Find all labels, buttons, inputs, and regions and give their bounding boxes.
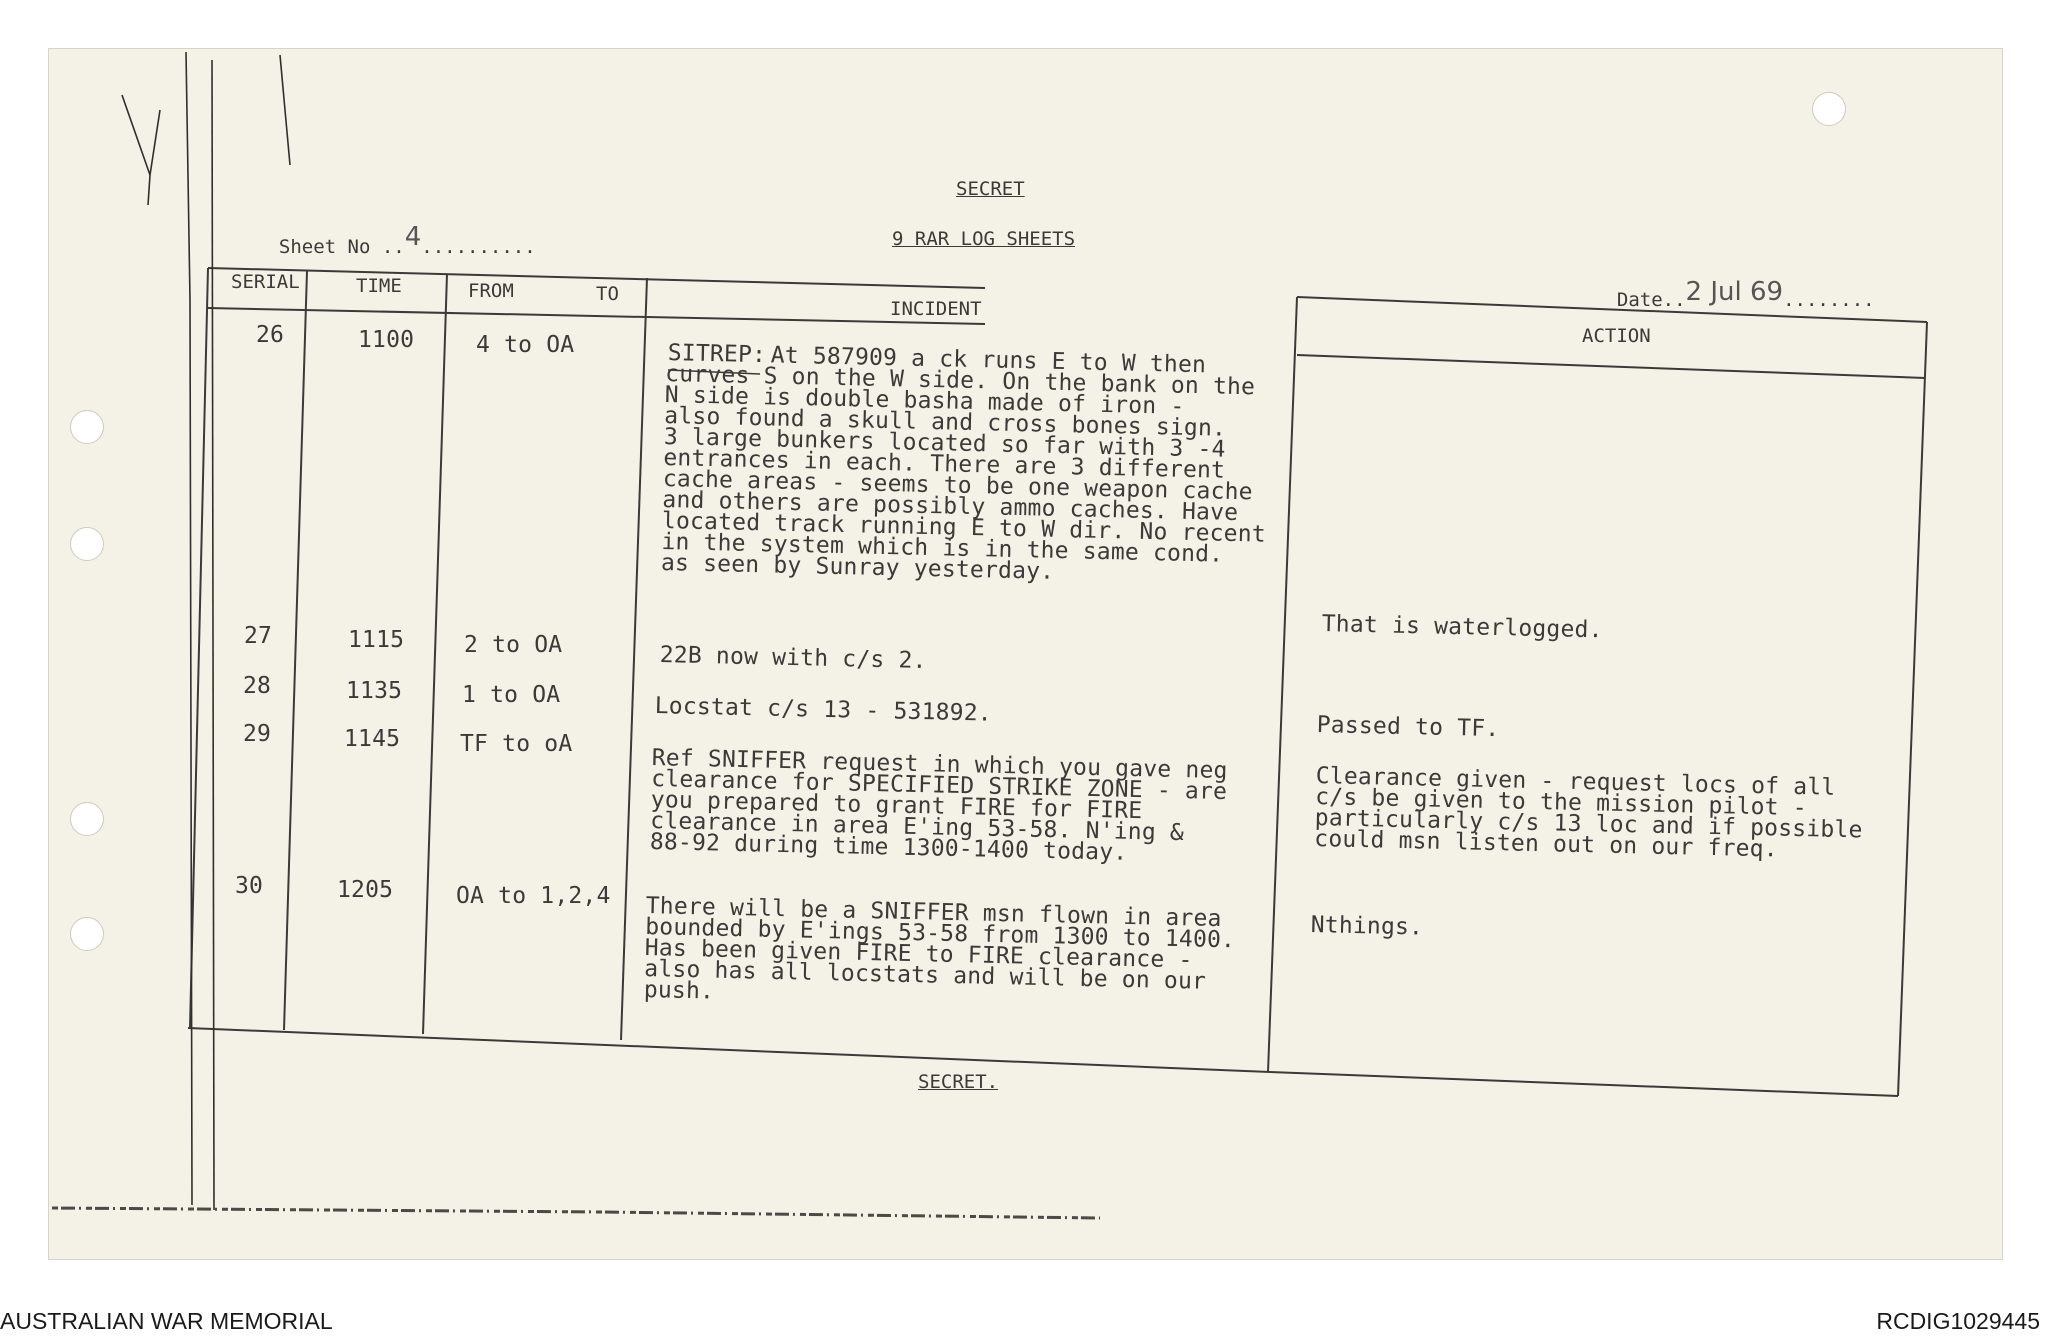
time-cell: 1145 (344, 726, 401, 752)
action-cell: Passed to TF. (1316, 712, 1500, 743)
sheet-dots: .. (381, 236, 405, 258)
incident-cell: 22B now with c/s 2. (659, 642, 927, 675)
date-value: 2 Jul 69 (1685, 277, 1784, 307)
column-header-time: TIME (356, 275, 402, 297)
credit-identifier: RCDIG1029445 (1876, 1308, 2040, 1334)
time-cell: 1115 (348, 627, 405, 653)
serial-cell: 28 (243, 673, 272, 699)
from-to-cell: TF to oA (460, 731, 573, 757)
time-cell: 1205 (337, 877, 394, 903)
sheet-number: 4 (404, 222, 422, 252)
incident-lead: SITREP: (667, 340, 767, 369)
action-cell: That is waterlogged. (1321, 611, 1603, 644)
serial-cell: 26 (256, 322, 285, 348)
column-header-action: ACTION (1582, 325, 1651, 347)
column-header-from: FROM (468, 280, 514, 302)
serial-cell: 30 (235, 873, 264, 899)
time-cell: 1100 (358, 327, 415, 353)
from-to-cell: OA to 1,2,4 (456, 883, 611, 909)
date-dots: ........ (1783, 289, 1875, 311)
column-header-incident: INCIDENT (890, 298, 982, 320)
from-to-cell: 2 to OA (464, 632, 563, 658)
serial-cell: 27 (244, 623, 273, 649)
sheet-number-label (256, 213, 536, 258)
from-to-cell: 4 to OA (476, 332, 575, 358)
column-header-serial: SERIAL (231, 271, 300, 293)
classification-bottom: SECRET. (918, 1071, 999, 1093)
incident-cell: Locstat c/s 13 - 531892. (654, 693, 993, 727)
action-cell: Nthings. (1310, 912, 1424, 941)
from-to-cell: 1 to OA (462, 682, 561, 708)
column-header-to: TO (596, 283, 619, 305)
sheet-dots: .......... (421, 236, 536, 258)
incident-cell: At 587909 a ck runs E to W then curves S on the W side. On the bank on the N side is double basha made of iron - also found a skull and cross bones sign. 3 large bunkers located so far with 3 -4 entrances in each. There are 3 different cache areas - seems to be one weapon cache and others are possibly ammo caches. Have located track running E to W dir. No recent in the system which is in the same cond. as seen by Sunray yesterday. (660, 342, 1267, 585)
classification-top: SECRET (956, 178, 1025, 200)
incident-cell: There will be a SNIFFER msn flown in area bounded by E'ings 53-58 from 1300 to 1400. Has been given FIRE to FIRE clearance - also has all locstats and will be on our push. (643, 893, 1236, 1005)
action-cell: Clearance given - request locs of all c/s be given to the mission pilot - particularly c/s 13 loc and if possible could msn listen out on our freq. (1314, 763, 1863, 863)
credit-institution: AUSTRALIAN WAR MEMORIAL (0, 1308, 333, 1334)
sheet-label: Sheet No (278, 236, 371, 258)
incident-cell: Ref SNIFFER request in which you gave neg clearance for SPECIFIED STRIKE ZONE - are you prepared to grant FIRE for FIRE clearance in area E'ing 53-58. N'ing & 88-92 during time 1300-1400 today. (649, 745, 1228, 866)
document-title: 9 RAR LOG SHEETS (892, 228, 1076, 250)
date-label: Date.. (1616, 289, 1686, 311)
date-field (1594, 266, 1875, 311)
time-cell: 1135 (346, 678, 403, 704)
serial-cell: 29 (243, 721, 272, 747)
